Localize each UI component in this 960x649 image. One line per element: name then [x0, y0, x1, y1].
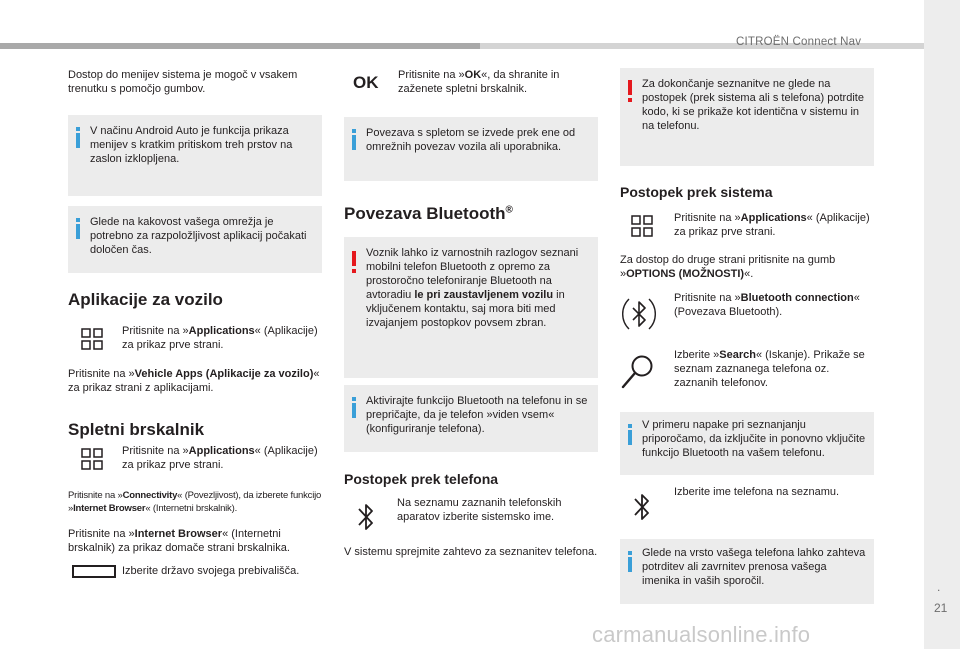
warning-box-code: [620, 68, 874, 166]
ok-step: Pritisnite na »OK«, da shranite in zaženete spletni brskalnik.: [398, 69, 560, 95]
vehicle-apps-step: Pritisnite na »Vehicle Apps (Aplikacije za vozilo)« za prikaz strani z aplikacijami.: [68, 368, 320, 394]
info-box-pairing-error: [620, 412, 874, 475]
heading-phone-procedure: Postopek prek telefona: [344, 471, 499, 487]
info-text: Glede na vrsto vašega telefona lahko zahteva potrditev ali zavrnitev prenosa vašega imenika in vaših sporočil.: [642, 547, 866, 587]
info-icon: [351, 397, 359, 419]
button-bar-icon: [72, 564, 116, 580]
apps-grid-icon: [631, 215, 653, 237]
bluetooth-icon: [631, 490, 653, 524]
info-box-phone-type: [620, 539, 874, 604]
watermark: carmanualsonline.info: [592, 622, 811, 647]
options-step: Za dostop do druge strani pritisnite na gumb »OPTIONS (MOŽNOSTI)«.: [620, 254, 836, 280]
search-icon: [619, 352, 657, 392]
phone-accept-step: V sistemu sprejmite zahtevo za seznanitev telefona.: [344, 546, 598, 558]
bluetooth-connection-icon: [616, 291, 662, 337]
intro-text: Dostop do menijev sistema je mogoč v vsakem trenutku s pomočjo gumbov.: [68, 69, 298, 95]
heading-bluetooth-connection: Povezava Bluetooth®: [344, 204, 513, 223]
ok-button-icon: OK: [353, 73, 379, 92]
bluetooth-icon: [355, 500, 377, 534]
warning-text: Za dokončanje seznanitve ne glede na postopek (prek sistema ali s telefona) potrdite kodo, ki se prikaže kot identična v sistemu in na telefonu.: [642, 78, 864, 132]
info-box-network: [68, 206, 322, 273]
connectivity-step: Pritisnite na »Connectivity« (Povezljivost), da izberete funkcijo »Internet Browser« (Internetni brskalnik).: [68, 490, 322, 514]
info-icon: [627, 551, 635, 573]
info-text: Glede na kakovost vašega omrežja je potrebno za razpoložljivost aplikacij počakati določen čas.: [90, 216, 307, 256]
info-text: V načinu Android Auto je funkcija prikaza menijev s kratkim pritiskom treh prstov na zaslon izklopljena.: [90, 125, 293, 165]
browser-apps-step: Pritisnite na »Applications« (Aplikacije) za prikaz prve strani.: [122, 445, 318, 471]
info-text: V primeru napake pri seznanjanju priporočamo, da izključite in ponovno vključite funkcijo Bluetooth na vašem telefonu.: [642, 419, 866, 459]
info-box-activate-bluetooth: [344, 385, 598, 452]
country-step: Izberite državo svojega prebivališča.: [122, 565, 300, 577]
heading-vehicle-apps: Aplikacije za vozilo: [68, 290, 223, 309]
info-icon: [75, 218, 83, 240]
select-phone-step: Izberite ime telefona na seznamu.: [674, 486, 840, 498]
header-title: CITROËN Connect Nav: [736, 36, 862, 48]
info-box-android-auto: [68, 115, 322, 196]
phone-step: Na seznamu zaznanih telefonskih aparatov izberite sistemsko ime.: [397, 497, 562, 523]
heading-system-procedure: Postopek prek sistema: [620, 184, 773, 200]
side-strip: [924, 0, 960, 649]
info-icon: [627, 424, 635, 446]
apps-grid-icon: [81, 448, 103, 470]
apps-step: Pritisnite na »Applications« (Aplikacije) za prikaz prve strani.: [122, 325, 318, 351]
system-apps-step: Pritisnite na »Applications« (Aplikacije) za prikaz prve strani.: [674, 212, 870, 238]
bluetooth-connection-step: Pritisnite na »Bluetooth connection« (Povezava Bluetooth).: [674, 292, 860, 318]
search-step: Izberite »Search« (Iskanje). Prikaže se seznam zaznanega telefona oz. zaznanih telefonov.: [674, 349, 865, 389]
heading-web-browser: Spletni brskalnik: [68, 420, 205, 439]
warning-icon: [351, 251, 359, 275]
continuation-mark: .: [937, 580, 941, 594]
internet-browser-step: Pritisnite na »Internet Browser« (Internetni brskalnik) za prikaz domače strani brskalnika.: [68, 528, 290, 554]
page-number: 21: [934, 601, 948, 615]
info-box-network-connection: [344, 117, 598, 181]
warning-box-safety: [344, 237, 598, 378]
info-icon: [75, 127, 83, 149]
apps-grid-icon: [81, 328, 103, 350]
info-text: Povezava s spletom se izvede prek ene od omrežnih povezav vozila ali uporabnika.: [366, 127, 576, 153]
info-text: Aktivirajte funkcijo Bluetooth na telefonu in se prepričajte, da je telefon »viden vsem« (konfiguriranje telefona).: [366, 395, 588, 435]
warning-text: Voznik lahko iz varnostnih razlogov seznani mobilni telefon Bluetooth z opremo za prostoročno telefoniranje Bluetooth na avtoradiu le pri zaustavljenem vozilu in vključenem kontaktu, saj mora biti med izvajanjem postopkov povsem zbran.: [366, 247, 579, 329]
info-icon: [351, 129, 359, 151]
header-rule: [0, 43, 480, 49]
warning-icon: [627, 80, 635, 104]
